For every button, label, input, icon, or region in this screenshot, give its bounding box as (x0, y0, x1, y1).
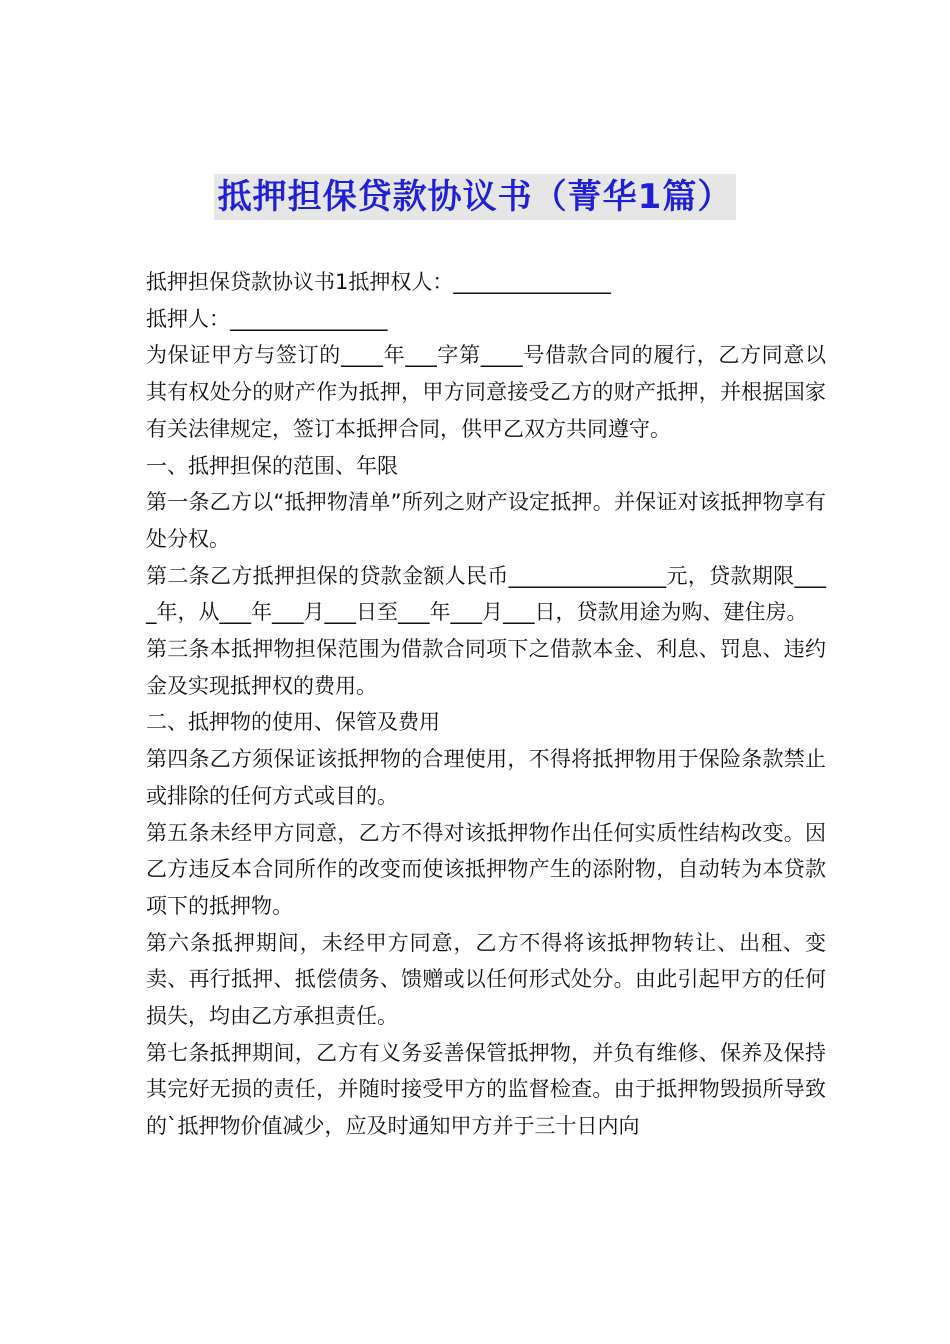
paragraph-mortgagor: 抵押人：_______________ (146, 306, 388, 331)
paragraph-article-7: 第七条抵押期间，乙方有义务妥善保管抵押物，并负有维修、保养及保持其完好无损的责任，并随时接受甲方的监督检查。由于抵押物毁损所导致的`抵押物价值减少，应及时通知甲方并于三十日内向 (146, 1040, 826, 1139)
paragraph-article-2: 第二条乙方抵押担保的贷款金额人民币_______________元，贷款期限____年，从___年___月___日至___年___月___日，贷款用途为购、建住房。 (146, 563, 826, 625)
document-title: 抵押担保贷款协议书（菁华1篇） (214, 174, 737, 220)
section-heading-usage: 二、抵押物的使用、保管及费用 (146, 710, 440, 735)
paragraph-mortgagee: 抵押担保贷款协议书1抵押权人：_______________ (146, 270, 611, 294)
paragraph-article-5: 第五条未经甲方同意，乙方不得对该抵押物作出任何实质性结构改变。因乙方违反本合同所作的改变而使该抵押物产生的添附物，自动转为本贷款项下的抵押物。 (146, 820, 826, 918)
paragraph-article-3: 第三条本抵押物担保范围为借款合同项下之借款本金、利息、罚息、违约金及实现抵押权的费用。 (146, 637, 826, 698)
title-container (0, 174, 950, 220)
section-heading-scope: 一、抵押担保的范围、年限 (146, 453, 398, 478)
paragraph-preamble: 为保证甲方与签订的____年___字第____号借款合同的履行，乙方同意以其有权处分的财产作为抵押，甲方同意接受乙方的财产抵押，并根据国家有关法律规定，签订本抵押合同，供甲乙双方共同遵守。 (146, 343, 826, 441)
document-body (146, 264, 826, 1145)
paragraph-article-1: 第一条乙方以“抵押物清单”所列之财产设定抵押。并保证对该抵押物享有处分权。 (146, 490, 826, 551)
paragraph-article-4: 第四条乙方须保证该抵押物的合理使用，不得将抵押物用于保险条款禁止或排除的任何方式或目的。 (146, 747, 826, 808)
paragraph-article-6: 第六条抵押期间，未经甲方同意，乙方不得将该抵押物转让、出租、变卖、再行抵押、抵偿债务、馈赠或以任何形式处分。由此引起甲方的任何损失，均由乙方承担责任。 (146, 930, 826, 1029)
